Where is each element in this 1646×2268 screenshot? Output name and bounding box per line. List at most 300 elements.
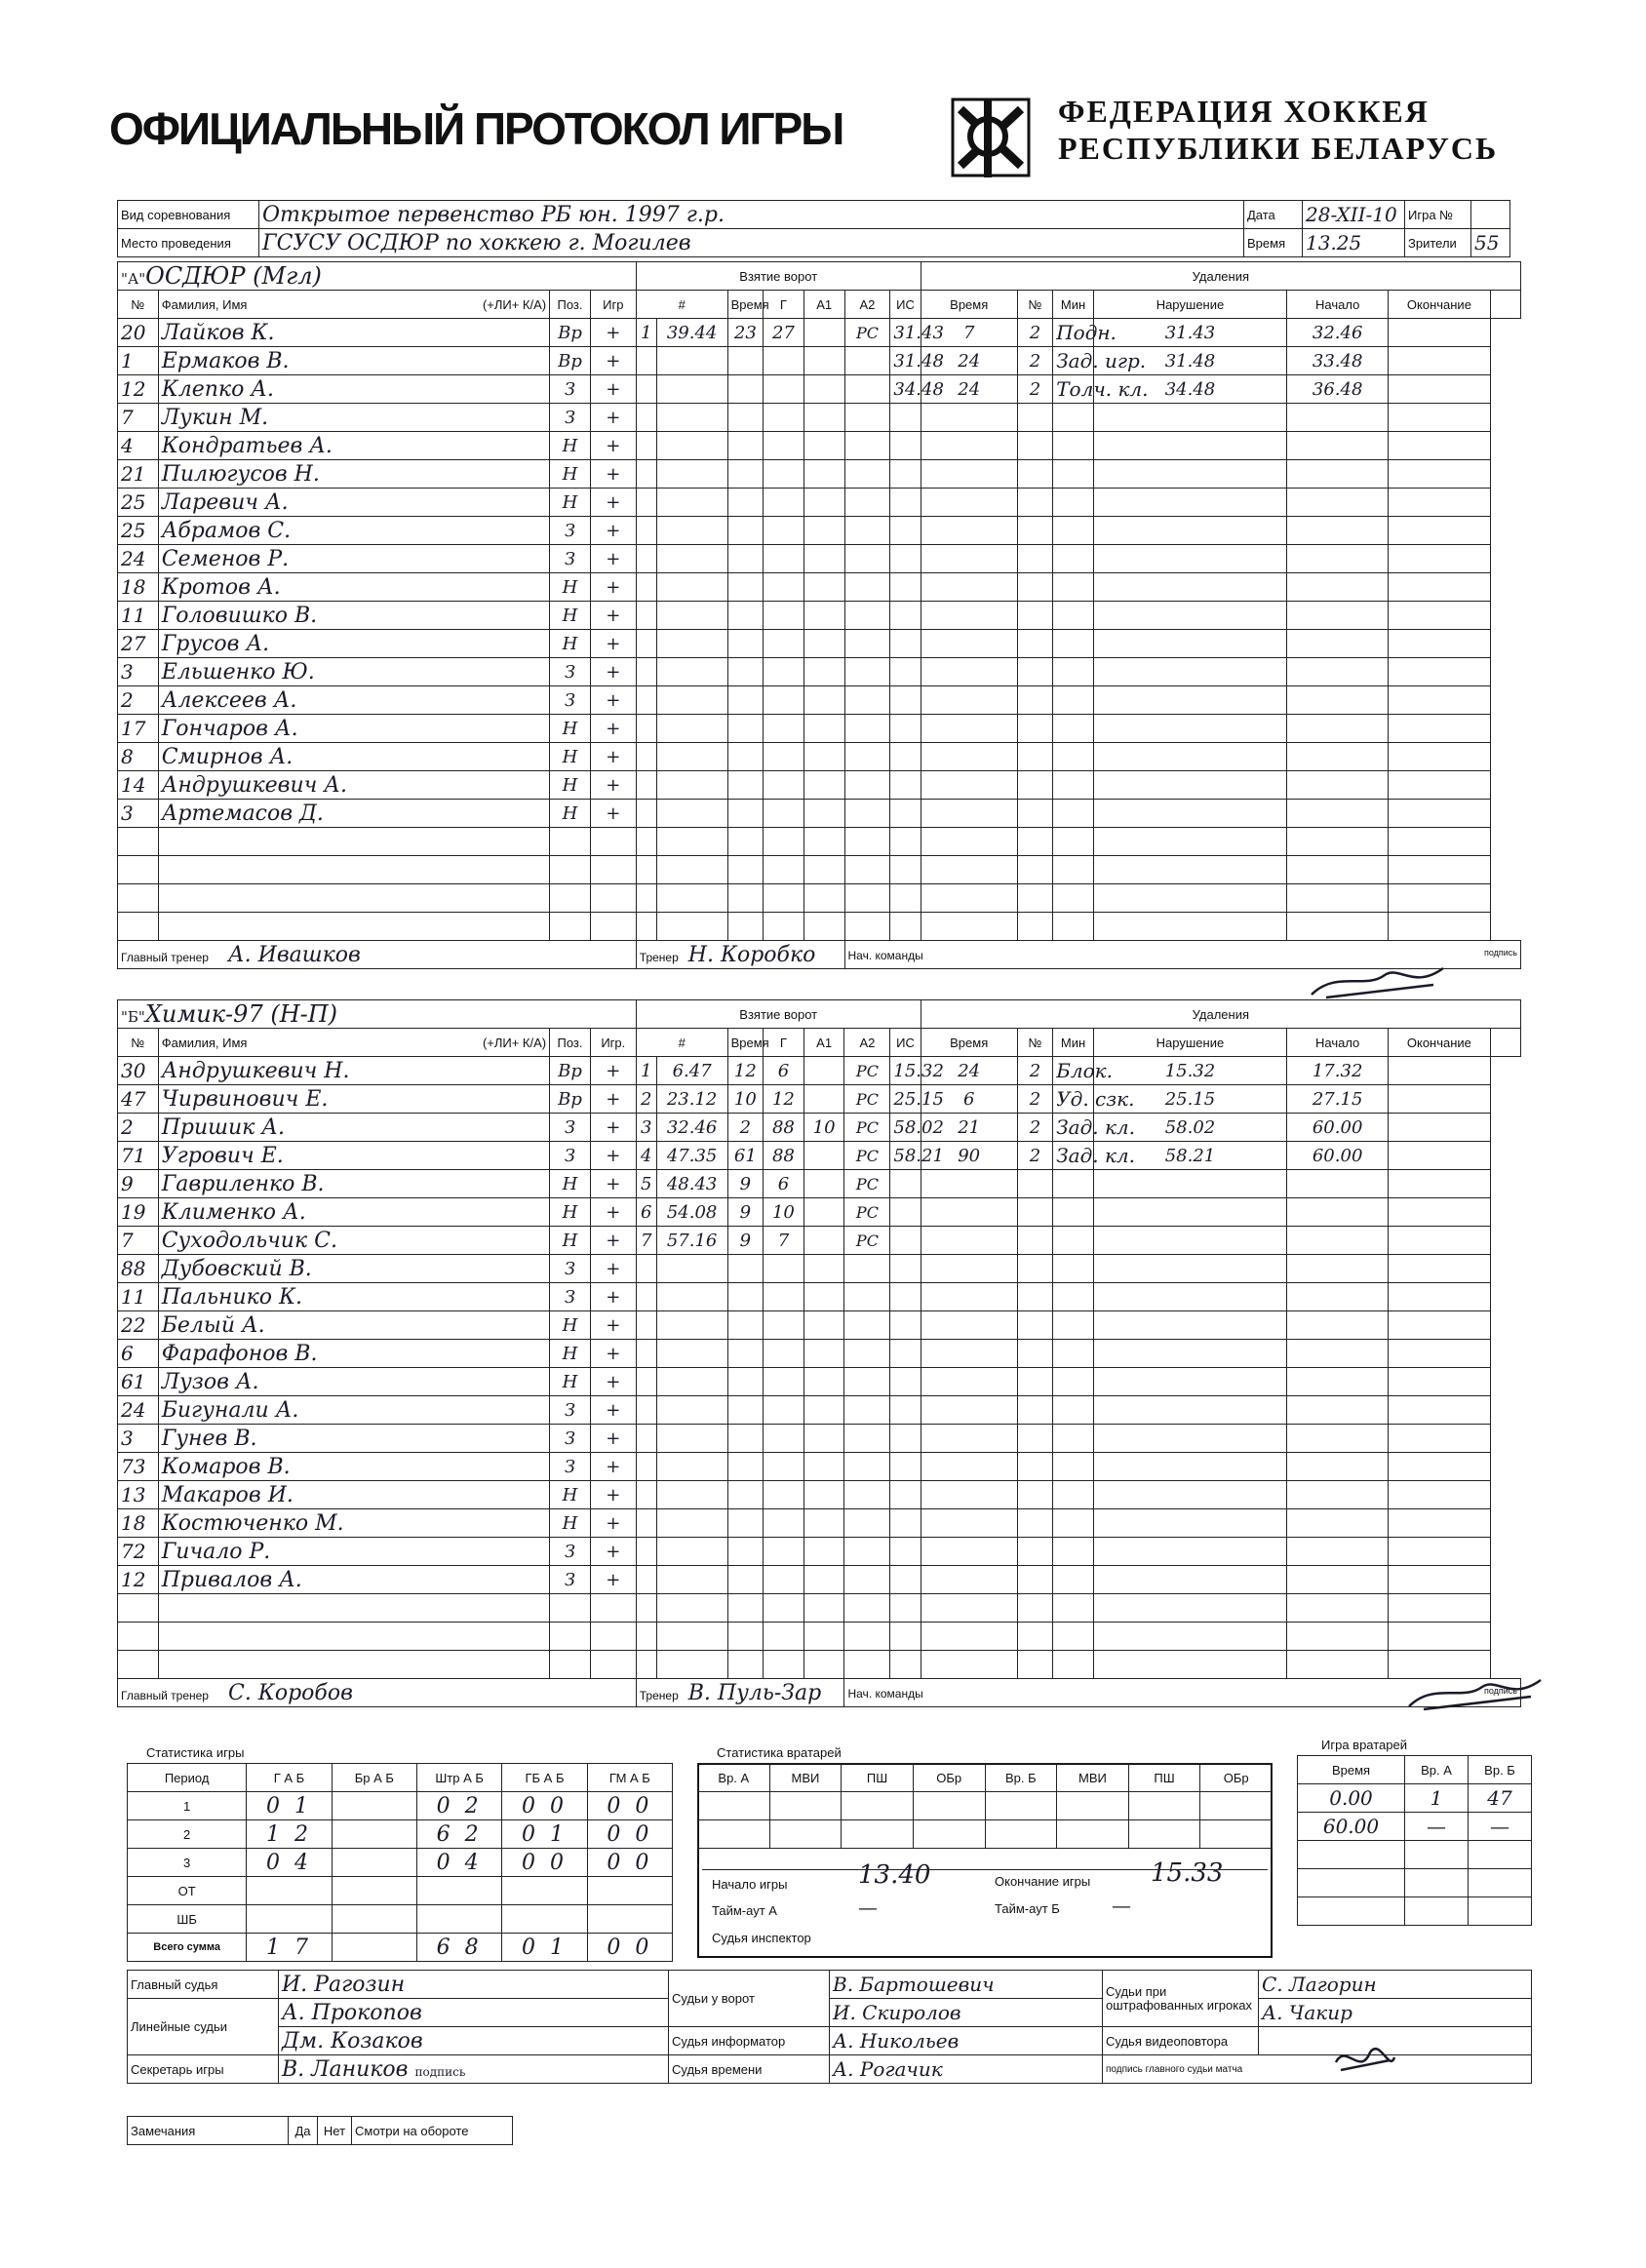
goal-number: 5	[636, 1170, 656, 1198]
goal-assist1: 10	[764, 1198, 804, 1227]
row-filler	[1389, 1227, 1490, 1255]
player-played: +	[590, 1368, 636, 1396]
goal-assist2	[803, 1085, 844, 1114]
period-label: 2	[128, 1820, 247, 1849]
penalty-infraction	[1053, 1227, 1094, 1255]
penalty-end: 60.00	[1287, 1114, 1389, 1142]
game-stats-header: Бр А Б	[332, 1764, 416, 1792]
player-number: 4	[118, 432, 159, 460]
goal-scorer	[727, 1311, 763, 1340]
goal-scorer	[727, 1594, 763, 1623]
penalty-infraction: Толч. кл.	[1053, 375, 1094, 404]
penalty-infraction	[1053, 404, 1094, 432]
goal-assist2	[803, 1623, 844, 1651]
player-played: +	[590, 1509, 636, 1538]
penalty-minutes	[1017, 432, 1052, 460]
goal-number	[636, 573, 656, 602]
goal-situation	[844, 1368, 890, 1396]
stat-br	[332, 1905, 416, 1934]
player-name: Лайков К.	[158, 319, 549, 347]
goal-time	[656, 1255, 727, 1283]
penalty-start	[1093, 800, 1286, 828]
penalty-start	[1093, 1566, 1286, 1594]
penalty-end	[1287, 1566, 1389, 1594]
goalie-stats-header: Вр. Б	[985, 1764, 1057, 1792]
row-filler	[1389, 460, 1490, 489]
penalty-start	[1093, 517, 1286, 545]
goal-number	[636, 743, 656, 771]
goalie-stats-header: ПШ	[842, 1764, 914, 1792]
player-name: Кротов А.	[158, 573, 549, 602]
goal-scorer	[727, 800, 763, 828]
player-row	[118, 1170, 1521, 1198]
goal-assist1	[764, 1453, 804, 1481]
penalty-player	[921, 1651, 1017, 1679]
goal-assist1	[764, 828, 804, 856]
goal-assist1	[764, 375, 804, 404]
player-row	[118, 1538, 1521, 1566]
penalty-infraction	[1053, 1198, 1094, 1227]
goalie-play-cell	[1298, 1869, 1405, 1897]
row-filler	[1389, 375, 1490, 404]
player-name: Ермаков В.	[158, 347, 549, 375]
player-row	[118, 1566, 1521, 1594]
sign-label: подпись	[1483, 947, 1517, 958]
player-played	[590, 828, 636, 856]
player-position: Н	[550, 1481, 591, 1509]
goal-scorer: 23	[727, 319, 763, 347]
team-name-cell	[118, 1000, 637, 1029]
penalty-player: 90	[921, 1142, 1017, 1170]
goal-number	[636, 884, 656, 913]
penalty-end	[1287, 432, 1389, 460]
goalie-play-cell	[1469, 1897, 1532, 1926]
stat-shtr: 0 2	[416, 1792, 501, 1820]
goal-assist1	[764, 545, 804, 573]
goal-assist2	[803, 1538, 844, 1566]
penalty-player	[921, 573, 1017, 602]
remarks-label: Замечания	[128, 2117, 289, 2145]
goal-situation	[844, 573, 890, 602]
penalty-end	[1287, 1311, 1389, 1340]
goals-group-header: Взятие ворот	[636, 262, 921, 291]
goal-scorer	[727, 1481, 763, 1509]
penalty-player	[921, 715, 1017, 743]
player-position: Вр	[550, 1057, 591, 1085]
goalie-play-cell	[1298, 1897, 1405, 1926]
col-end-header: Окончание	[1389, 291, 1490, 319]
row-filler	[1389, 1594, 1490, 1623]
player-played: +	[590, 602, 636, 630]
goal-time: 6.47	[656, 1057, 727, 1085]
goal-scorer	[727, 404, 763, 432]
goal-assist2	[803, 856, 844, 884]
player-row	[118, 1198, 1521, 1227]
player-name: Белый А.	[158, 1311, 549, 1340]
goal-situation: РС	[844, 1198, 890, 1227]
goalie-play-cell	[1469, 1869, 1532, 1897]
goal-scorer	[727, 856, 763, 884]
penalty-player: 21	[921, 1114, 1017, 1142]
penalty-time	[890, 686, 921, 715]
remarks-see-back: Смотри на обороте	[352, 2117, 513, 2145]
document-title: ОФИЦИАЛЬНЫЙ ПРОТОКОЛ ИГРЫ	[109, 103, 843, 154]
goal-scorer: 2	[727, 1114, 763, 1142]
row-filler	[1389, 884, 1490, 913]
col-played-header: Игр.	[590, 1029, 636, 1057]
player-row	[118, 1142, 1521, 1170]
penalty-time	[890, 1198, 921, 1227]
head-coach-value: С. Коробов	[227, 1680, 353, 1705]
player-row	[118, 517, 1521, 545]
penalty-end	[1287, 1368, 1389, 1396]
goal-assist2	[803, 489, 844, 517]
player-name: Смирнов А.	[158, 743, 549, 771]
penalty-end	[1287, 658, 1389, 686]
player-number: 2	[118, 686, 159, 715]
penalty-end: 36.48	[1287, 375, 1389, 404]
row-filler	[1389, 1170, 1490, 1198]
goal-scorer	[727, 517, 763, 545]
penalty-end	[1287, 856, 1389, 884]
penalty-end	[1287, 545, 1389, 573]
penalty-minutes	[1017, 630, 1052, 658]
penalty-start	[1093, 771, 1286, 800]
penalty-time	[890, 658, 921, 686]
goal-assist1	[764, 1481, 804, 1509]
goalie-stats-cell	[913, 1820, 985, 1849]
penalty-minutes	[1017, 1481, 1052, 1509]
player-number: 71	[118, 1142, 159, 1170]
penalty-start	[1093, 715, 1286, 743]
player-row	[118, 856, 1521, 884]
penalty-end	[1287, 460, 1389, 489]
player-number: 20	[118, 319, 159, 347]
goal-scorer	[727, 828, 763, 856]
game-stats-row	[128, 1820, 673, 1849]
goal-scorer	[727, 1283, 763, 1311]
secretary-sign-label: подпись	[414, 2064, 466, 2079]
player-row	[118, 715, 1521, 743]
penalty-time	[890, 884, 921, 913]
goalie-b: —	[1469, 1813, 1532, 1841]
goal-scorer	[727, 1368, 763, 1396]
goal-assist1	[764, 1396, 804, 1425]
goal-time: 54.08	[656, 1198, 727, 1227]
penalty-start	[1093, 1227, 1286, 1255]
penalty-start: 34.48	[1093, 375, 1286, 404]
player-name	[158, 913, 549, 941]
goal-time	[656, 884, 727, 913]
goal-assist2	[803, 828, 844, 856]
penalty-start	[1093, 573, 1286, 602]
goal-number	[636, 686, 656, 715]
penalty-start	[1093, 1255, 1286, 1283]
goal-time: 48.43	[656, 1170, 727, 1198]
penalty-player	[921, 1227, 1017, 1255]
player-position: Н	[550, 573, 591, 602]
penalty-infraction	[1053, 1311, 1094, 1340]
penalty-time	[890, 1227, 921, 1255]
goal-time	[656, 1311, 727, 1340]
penalty-minutes	[1017, 856, 1052, 884]
secretary-name: В. Лаников	[282, 2056, 409, 2082]
goal-judge-1: В. Бартошевич	[830, 1971, 1103, 1999]
goal-time	[656, 1623, 727, 1651]
goal-assist1	[764, 686, 804, 715]
goal-time: 47.35	[656, 1142, 727, 1170]
col-name-header	[158, 1029, 549, 1057]
goal-number	[636, 404, 656, 432]
row-filler	[1389, 404, 1490, 432]
goal-situation	[844, 1396, 890, 1425]
penalty-start	[1093, 1623, 1286, 1651]
goalie-stats-cell	[913, 1792, 985, 1820]
stat-br	[332, 1877, 416, 1905]
penalty-infraction	[1053, 1538, 1094, 1566]
penalty-player	[921, 800, 1017, 828]
goalie-play-header: Вр. А	[1405, 1756, 1469, 1784]
goal-time	[656, 1453, 727, 1481]
player-position: Н	[550, 602, 591, 630]
player-name	[158, 884, 549, 913]
goal-scorer: 61	[727, 1142, 763, 1170]
penalty-end	[1287, 1594, 1389, 1623]
player-number: 47	[118, 1085, 159, 1114]
penalty-time	[890, 517, 921, 545]
stat-gb	[502, 1905, 587, 1934]
goal-scorer	[727, 602, 763, 630]
player-row	[118, 489, 1521, 517]
penalty-time	[890, 1509, 921, 1538]
player-row	[118, 375, 1521, 404]
penalty-minutes	[1017, 573, 1052, 602]
player-number	[118, 884, 159, 913]
goal-time	[656, 828, 727, 856]
row-filler	[1389, 686, 1490, 715]
goal-assist1	[764, 1594, 804, 1623]
player-name: Клепко А.	[158, 375, 549, 404]
goal-number	[636, 1566, 656, 1594]
penalty-minutes	[1017, 715, 1052, 743]
player-name: Андрушкевич Н.	[158, 1057, 549, 1085]
player-position	[550, 1623, 591, 1651]
penalty-infraction: Блок.	[1053, 1057, 1094, 1085]
goal-assist2	[803, 460, 844, 489]
row-filler	[1389, 573, 1490, 602]
stat-gm	[587, 1877, 672, 1905]
player-played: +	[590, 1425, 636, 1453]
player-position: Н	[550, 1227, 591, 1255]
goal-assist2	[803, 545, 844, 573]
goal-time	[656, 686, 727, 715]
plus-header-text: (+ЛИ+ К/А)	[482, 296, 547, 312]
goal-scorer	[727, 460, 763, 489]
player-number: 25	[118, 489, 159, 517]
goal-time	[656, 347, 727, 375]
row-filler	[1389, 1340, 1490, 1368]
penalty-time	[890, 1170, 921, 1198]
goal-assist2	[803, 1396, 844, 1425]
goal-time	[656, 1651, 727, 1679]
goal-assist2	[803, 743, 844, 771]
penalty-player	[921, 1198, 1017, 1227]
penalty-minutes	[1017, 460, 1052, 489]
goalie-stats-cell	[1200, 1820, 1273, 1849]
spectators-value: 55	[1471, 229, 1510, 257]
player-row	[118, 1283, 1521, 1311]
goal-assist1	[764, 630, 804, 658]
game-value	[1471, 201, 1510, 229]
goal-time	[656, 602, 727, 630]
player-played: +	[590, 432, 636, 460]
player-number	[118, 913, 159, 941]
date-value: 28-XII-10	[1303, 201, 1405, 229]
goal-number	[636, 1594, 656, 1623]
player-number: 21	[118, 460, 159, 489]
player-played: +	[590, 715, 636, 743]
goal-situation	[844, 602, 890, 630]
player-position: З	[550, 1283, 591, 1311]
goal-time	[656, 1396, 727, 1425]
player-row	[118, 686, 1521, 715]
federation-logo-icon	[951, 98, 1031, 177]
player-played: +	[590, 686, 636, 715]
player-position: З	[550, 686, 591, 715]
timeout-a-value: —	[858, 1896, 878, 1919]
player-row	[118, 771, 1521, 800]
goal-assist2	[803, 1651, 844, 1679]
penalty-minutes	[1017, 1425, 1052, 1453]
goal-situation	[844, 1566, 890, 1594]
penalty-end	[1287, 630, 1389, 658]
goals-group-header: Взятие ворот	[636, 1000, 921, 1029]
goal-situation	[844, 686, 890, 715]
stat-br	[332, 1820, 416, 1849]
penalty-start	[1093, 1538, 1286, 1566]
player-played: +	[590, 404, 636, 432]
stat-br	[332, 1849, 416, 1877]
goal-assist2	[803, 1170, 844, 1198]
player-played: +	[590, 1170, 636, 1198]
player-name: Грусов А.	[158, 630, 549, 658]
team-name: ОСДЮР (Мгл)	[145, 262, 322, 290]
penalty-start	[1093, 1396, 1286, 1425]
player-number: 1	[118, 347, 159, 375]
penalty-end	[1287, 1170, 1389, 1198]
col-pen-time-header: Время	[921, 291, 1017, 319]
stat-g: 0 4	[247, 1849, 332, 1877]
col-ic-header: ИС	[890, 1029, 921, 1057]
stat-g: 1 2	[247, 1820, 332, 1849]
goal-scorer	[727, 1566, 763, 1594]
row-filler	[1389, 319, 1490, 347]
penalty-start: 31.43	[1093, 319, 1286, 347]
col-infraction-header: Нарушение	[1093, 291, 1286, 319]
penalty-end	[1287, 1396, 1389, 1425]
goal-scorer	[727, 573, 763, 602]
penalty-start: 58.02	[1093, 1114, 1286, 1142]
goal-assist2	[803, 1057, 844, 1085]
goal-assist1	[764, 743, 804, 771]
goal-situation	[844, 432, 890, 460]
penalty-end	[1287, 1453, 1389, 1481]
period-label: 1	[128, 1792, 247, 1820]
goal-scorer	[727, 1651, 763, 1679]
goal-number: 2	[636, 1085, 656, 1114]
goal-time	[656, 573, 727, 602]
player-played: +	[590, 800, 636, 828]
goal-situation	[844, 828, 890, 856]
stat-gb: 0 0	[502, 1849, 587, 1877]
player-played: +	[590, 460, 636, 489]
goal-assist1: 27	[764, 319, 804, 347]
player-number: 73	[118, 1453, 159, 1481]
player-row	[118, 913, 1521, 941]
player-position: Вр	[550, 1085, 591, 1114]
row-filler	[1389, 602, 1490, 630]
goalie-stats-header: Вр. А	[698, 1764, 770, 1792]
goal-time	[656, 658, 727, 686]
player-row	[118, 347, 1521, 375]
row-filler	[1389, 743, 1490, 771]
goal-scorer	[727, 489, 763, 517]
player-row	[118, 602, 1521, 630]
penalty-minutes	[1017, 800, 1052, 828]
chief-sign-label: подпись главного судьи матча	[1103, 2055, 1532, 2084]
player-name: Ельшенко Ю.	[158, 658, 549, 686]
stat-g	[247, 1905, 332, 1934]
penalty-end	[1287, 1481, 1389, 1509]
row-filler	[1389, 630, 1490, 658]
penalty-infraction	[1053, 602, 1094, 630]
penalty-start	[1093, 1425, 1286, 1453]
team-name: Химик-97 (Н-П)	[144, 1000, 338, 1028]
penalties-group-header: Удаления	[921, 1000, 1520, 1029]
penalty-minutes	[1017, 1651, 1052, 1679]
player-name: Гичало Р.	[158, 1538, 549, 1566]
player-name: Ларевич А.	[158, 489, 549, 517]
penalty-infraction: Подн.	[1053, 319, 1094, 347]
game-start-label: Начало игры	[712, 1877, 788, 1892]
player-row	[118, 630, 1521, 658]
goal-number: 7	[636, 1227, 656, 1255]
player-row	[118, 743, 1521, 771]
venue-label: Место проведения	[118, 229, 259, 257]
penalty-infraction	[1053, 1509, 1094, 1538]
game-stats-row	[128, 1877, 673, 1905]
stat-shtr: 6 2	[416, 1820, 501, 1849]
team-a-table	[117, 261, 1521, 969]
penalty-infraction: Уд. сзк.	[1053, 1085, 1094, 1114]
player-row	[118, 800, 1521, 828]
penalty-time: 31.43	[890, 319, 921, 347]
goal-assist2	[803, 658, 844, 686]
goal-situation	[844, 884, 890, 913]
player-position: З	[550, 1425, 591, 1453]
player-name: Угрович Е.	[158, 1142, 549, 1170]
goal-scorer	[727, 375, 763, 404]
player-position: З	[550, 545, 591, 573]
head-coach-cell	[118, 1679, 637, 1707]
penalty-start: 25.15	[1093, 1085, 1286, 1114]
player-position: Н	[550, 1311, 591, 1340]
row-filler	[1389, 517, 1490, 545]
goal-number	[636, 375, 656, 404]
penalty-minutes	[1017, 1396, 1052, 1425]
penalty-start	[1093, 856, 1286, 884]
penalty-infraction	[1053, 743, 1094, 771]
